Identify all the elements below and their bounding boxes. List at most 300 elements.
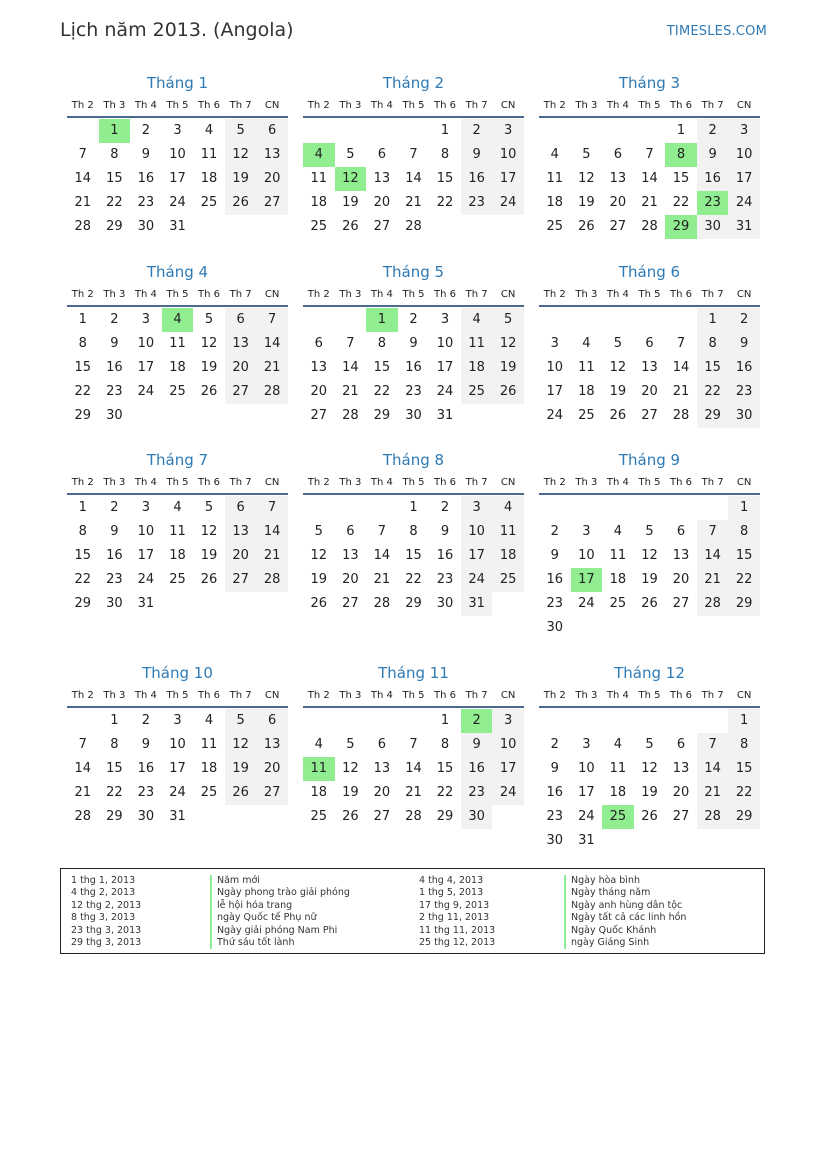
day-cell: 31 [169, 809, 186, 824]
day-cell: 12 [641, 548, 658, 563]
weekday-header [67, 283, 288, 305]
empty-day-cell [303, 308, 335, 332]
empty-day-cell [697, 709, 729, 733]
empty-day-cell [539, 496, 571, 520]
month-calendar [67, 449, 288, 616]
day-cell: 5 [582, 147, 591, 162]
weekday-label: Th 4 [134, 288, 157, 300]
weekday-label: Th 3 [103, 476, 126, 488]
weekday-label: Th 3 [575, 689, 598, 701]
day-cell: 21 [697, 781, 729, 805]
day-cell: 3 [173, 713, 182, 728]
day-cell: 11 [546, 171, 564, 186]
weekday-header [539, 94, 760, 116]
day-cell: 24 [578, 809, 595, 824]
day-cell: 21 [256, 356, 288, 380]
day-cell: 12 [200, 524, 218, 539]
day-cell: 5 [613, 336, 623, 351]
weekday-label: Th 5 [402, 476, 425, 488]
day-cell: 1 [110, 713, 119, 728]
day-cell: 5 [314, 524, 323, 539]
week-row [539, 709, 760, 733]
week-row [539, 308, 760, 332]
day-cell: 17 [169, 761, 186, 776]
day-cell: 5 [204, 312, 214, 327]
day-cell: 27 [641, 408, 658, 423]
month-title: Tháng 8 [382, 451, 445, 469]
day-cell: 2 [440, 500, 450, 515]
holiday-day-cell: 25 [602, 805, 634, 829]
week-row [539, 592, 760, 616]
empty-day-cell [602, 709, 634, 733]
day-cell: 22 [436, 785, 454, 800]
day-cell: 14 [697, 757, 729, 781]
week-row [67, 332, 288, 356]
day-cell: 16 [137, 171, 155, 186]
day-cell: 9 [110, 524, 119, 539]
day-cell: 26 [641, 596, 658, 611]
month-title: Tháng 6 [618, 263, 681, 281]
week-row [303, 380, 524, 404]
day-cell: 15 [106, 761, 123, 776]
day-cell: 8 [110, 737, 119, 752]
holiday-day-cell: 2 [461, 709, 493, 733]
day-cell: 25 [492, 568, 524, 592]
empty-day-cell [539, 709, 571, 733]
day-cell: 17 [492, 757, 524, 781]
header-rule [303, 116, 524, 118]
day-cell: 26 [310, 596, 328, 611]
day-cell: 25 [200, 195, 218, 210]
day-cell: 4 [204, 713, 214, 728]
day-cell: 4 [204, 123, 214, 138]
day-cell: 1 [78, 500, 87, 515]
day-cell: 19 [641, 785, 658, 800]
day-cell: 26 [609, 408, 627, 423]
legend-holiday-name: Ngày tất cả các linh hồn [564, 912, 686, 924]
empty-day-cell [256, 215, 288, 239]
day-cell: 6 [225, 496, 257, 520]
day-cell: 24 [169, 195, 186, 210]
day-cell: 5 [645, 737, 654, 752]
day-cell: 21 [74, 195, 92, 210]
empty-day-cell [697, 496, 729, 520]
day-cell: 28 [641, 219, 658, 234]
day-cell: 31 [461, 592, 493, 616]
empty-day-cell [398, 119, 430, 143]
day-cell: 19 [200, 548, 218, 563]
weekday-label: Th 7 [229, 288, 252, 300]
weekday-label: Th 7 [229, 99, 252, 111]
weekday-label: Th 6 [198, 689, 221, 701]
day-cell: 21 [373, 572, 391, 587]
day-cell: 15 [436, 761, 454, 776]
empty-day-cell [256, 404, 288, 428]
day-cell: 9 [461, 733, 493, 757]
weekday-label: Th 7 [465, 99, 488, 111]
day-cell: 6 [225, 308, 257, 332]
empty-day-cell [193, 805, 225, 829]
week-row [303, 757, 524, 781]
day-cell: 9 [728, 332, 760, 356]
legend-holiday-name: Ngày tháng năm [564, 887, 686, 899]
day-cell: 21 [256, 544, 288, 568]
weekday-label: Th 5 [402, 99, 425, 111]
day-cell: 14 [641, 171, 658, 186]
week-row [539, 616, 760, 640]
day-cell: 29 [436, 809, 454, 824]
day-cell: 22 [74, 572, 92, 587]
day-cell: 7 [697, 520, 729, 544]
weekday-label: Th 6 [198, 99, 221, 111]
weekday-label: Th 3 [339, 689, 362, 701]
day-cell: 21 [641, 195, 658, 210]
day-cell: 17 [728, 167, 760, 191]
empty-day-cell [634, 616, 666, 640]
day-cell: 2 [409, 312, 418, 327]
day-cell: 17 [137, 548, 155, 563]
month-calendar [303, 261, 524, 428]
day-cell: 11 [609, 548, 627, 563]
day-cell: 18 [609, 572, 627, 587]
day-cell: 20 [225, 356, 257, 380]
day-cell: 24 [546, 408, 564, 423]
day-cell: 25 [169, 384, 186, 399]
legend-holiday-name: Ngày giải phóng Nam Phi [210, 925, 350, 937]
day-cell: 1 [676, 123, 686, 138]
day-cell: 7 [256, 496, 288, 520]
day-cell: 28 [342, 408, 359, 423]
day-cell: 10 [436, 336, 454, 351]
day-cell: 23 [106, 572, 123, 587]
day-cell: 13 [310, 360, 328, 375]
day-cell: 8 [78, 336, 87, 351]
weekday-label: CN [736, 476, 752, 488]
holiday-day-cell: 4 [303, 143, 335, 167]
day-cell: 28 [256, 380, 288, 404]
day-cell: 31 [436, 408, 454, 423]
empty-day-cell [492, 592, 524, 616]
day-cell: 22 [373, 384, 391, 399]
week-row [67, 781, 288, 805]
weekday-label: Th 6 [434, 689, 457, 701]
month-calendar [539, 72, 760, 239]
day-cell: 21 [405, 785, 422, 800]
week-row [539, 380, 760, 404]
weekday-label: Th 5 [638, 476, 661, 488]
weekday-label: Th 4 [134, 476, 157, 488]
month-calendar [539, 449, 760, 640]
day-cell: 15 [74, 548, 92, 563]
day-cell: 2 [728, 308, 760, 332]
empty-day-cell [162, 404, 194, 428]
day-cell: 17 [546, 384, 564, 399]
day-cell: 18 [169, 548, 186, 563]
week-row [303, 167, 524, 191]
week-row [303, 805, 524, 829]
empty-day-cell [634, 119, 666, 143]
empty-day-cell [571, 308, 603, 332]
day-cell: 25 [310, 809, 328, 824]
week-row [303, 332, 524, 356]
weekday-header [303, 471, 524, 493]
day-cell: 27 [225, 380, 257, 404]
empty-day-cell [602, 308, 634, 332]
weekday-label: CN [264, 99, 280, 111]
week-row [539, 829, 760, 853]
day-cell: 9 [409, 336, 418, 351]
week-row [303, 215, 524, 239]
weekday-label: Th 4 [370, 99, 393, 111]
weekday-label: Th 3 [103, 689, 126, 701]
empty-day-cell [665, 308, 697, 332]
day-cell: 14 [672, 360, 690, 375]
day-cell: 7 [256, 308, 288, 332]
day-cell: 7 [409, 147, 418, 162]
weekday-label: Th 5 [166, 99, 189, 111]
day-cell: 29 [373, 408, 391, 423]
day-cell: 16 [137, 761, 155, 776]
week-row [67, 143, 288, 167]
day-cell: 29 [728, 805, 760, 829]
day-cell: 15 [728, 544, 760, 568]
header-rule [539, 706, 760, 708]
month-calendar [67, 72, 288, 239]
day-cell: 14 [256, 520, 288, 544]
week-row [303, 356, 524, 380]
day-cell: 31 [169, 219, 186, 234]
weekday-header [67, 684, 288, 706]
month-title: Tháng 11 [378, 664, 449, 682]
weekday-label: CN [264, 689, 280, 701]
day-cell: 18 [546, 195, 564, 210]
day-cell: 3 [141, 500, 151, 515]
legend-holiday-name: Thứ sáu tốt lành [210, 937, 350, 949]
day-cell: 25 [609, 596, 627, 611]
day-cell: 15 [74, 360, 92, 375]
day-cell: 26 [200, 384, 218, 399]
day-cell: 30 [546, 833, 564, 848]
weekday-label: CN [264, 476, 280, 488]
weekday-label: Th 6 [434, 476, 457, 488]
holiday-day-cell: 23 [697, 191, 729, 215]
legend-dates-right [419, 875, 495, 949]
empty-day-cell [256, 805, 288, 829]
day-cell: 17 [492, 167, 524, 191]
week-row [303, 143, 524, 167]
day-cell: 28 [697, 592, 729, 616]
empty-day-cell [398, 709, 430, 733]
day-cell: 11 [492, 520, 524, 544]
empty-day-cell [461, 215, 493, 239]
legend-holiday-name: ngày Quốc tế Phụ nữ [210, 912, 350, 924]
day-cell: 3 [440, 312, 450, 327]
holiday-day-cell: 29 [665, 215, 697, 239]
day-cell: 26 [578, 219, 595, 234]
day-cell: 5 [492, 308, 524, 332]
empty-day-cell [461, 404, 493, 428]
day-cell: 22 [672, 195, 690, 210]
holiday-day-cell: 12 [335, 167, 367, 191]
weekday-label: Th 7 [701, 99, 724, 111]
week-row [539, 143, 760, 167]
day-cell: 2 [141, 123, 151, 138]
header-rule [67, 305, 288, 307]
weekday-label: Th 5 [166, 288, 189, 300]
day-cell: 7 [346, 336, 355, 351]
empty-day-cell [602, 119, 634, 143]
day-cell: 29 [74, 596, 92, 611]
day-cell: 23 [405, 384, 422, 399]
day-cell: 26 [225, 191, 257, 215]
header-rule [303, 493, 524, 495]
empty-day-cell [539, 308, 571, 332]
day-cell: 10 [578, 548, 595, 563]
day-cell: 6 [256, 709, 288, 733]
day-cell: 19 [578, 195, 595, 210]
day-cell: 13 [256, 733, 288, 757]
empty-day-cell [571, 709, 603, 733]
day-cell: 30 [137, 219, 155, 234]
day-cell: 24 [137, 572, 155, 587]
weekday-label: Th 2 [307, 288, 330, 300]
day-cell: 13 [256, 143, 288, 167]
weekday-label: Th 4 [606, 689, 629, 701]
legend-holiday-name: Năm mới [210, 875, 350, 887]
day-cell: 21 [405, 195, 422, 210]
header-rule [303, 305, 524, 307]
empty-day-cell [303, 709, 335, 733]
weekday-label: Th 2 [71, 99, 94, 111]
weekday-label: Th 4 [370, 689, 393, 701]
day-cell: 4 [613, 524, 623, 539]
day-cell: 30 [697, 215, 729, 239]
day-cell: 8 [697, 332, 729, 356]
day-cell: 12 [641, 761, 658, 776]
week-row [67, 544, 288, 568]
day-cell: 18 [310, 195, 328, 210]
week-row [539, 404, 760, 428]
empty-day-cell [602, 829, 634, 853]
day-cell: 19 [492, 356, 524, 380]
empty-day-cell [193, 404, 225, 428]
day-cell: 8 [110, 147, 119, 162]
week-row [303, 520, 524, 544]
month-title: Tháng 1 [146, 74, 209, 92]
day-cell: 5 [346, 737, 355, 752]
day-cell: 6 [676, 524, 686, 539]
day-cell: 13 [373, 171, 391, 186]
day-cell: 21 [342, 384, 359, 399]
day-cell: 26 [342, 219, 359, 234]
day-cell: 2 [141, 713, 151, 728]
day-cell: 16 [697, 167, 729, 191]
day-cell: 19 [342, 195, 359, 210]
day-cell: 25 [578, 408, 595, 423]
day-cell: 6 [256, 119, 288, 143]
week-row [67, 805, 288, 829]
day-cell: 22 [74, 384, 92, 399]
empty-day-cell [225, 592, 257, 616]
day-cell: 3 [582, 737, 591, 752]
day-cell: 7 [78, 147, 87, 162]
day-cell: 6 [613, 147, 623, 162]
day-cell: 27 [256, 781, 288, 805]
empty-day-cell [303, 119, 335, 143]
day-cell: 18 [310, 785, 328, 800]
day-cell: 3 [173, 123, 182, 138]
day-cell: 30 [106, 596, 123, 611]
day-cell: 16 [546, 572, 564, 587]
site-link[interactable]: TIMESLES.COM [666, 24, 767, 39]
legend-date: 17 thg 9, 2013 [419, 899, 490, 911]
weekday-label: Th 5 [638, 689, 661, 701]
weekday-label: Th 4 [606, 476, 629, 488]
week-row [303, 404, 524, 428]
day-cell: 20 [310, 384, 328, 399]
day-cell: 29 [728, 592, 760, 616]
day-cell: 8 [728, 520, 760, 544]
day-cell: 21 [74, 785, 92, 800]
holiday-day-cell: 4 [162, 308, 194, 332]
weekday-label: Th 6 [434, 99, 457, 111]
day-cell: 20 [342, 572, 359, 587]
month-calendar [303, 72, 524, 239]
day-cell: 15 [106, 171, 123, 186]
day-cell: 26 [641, 809, 658, 824]
week-row [539, 167, 760, 191]
day-cell: 2 [697, 119, 729, 143]
holiday-legend [60, 868, 765, 954]
day-cell: 17 [169, 171, 186, 186]
day-cell: 30 [106, 408, 123, 423]
empty-day-cell [665, 496, 697, 520]
day-cell: 17 [436, 360, 454, 375]
day-cell: 8 [409, 524, 418, 539]
day-cell: 20 [256, 167, 288, 191]
day-cell: 31 [137, 596, 155, 611]
day-cell: 6 [676, 737, 686, 752]
day-cell: 29 [74, 408, 92, 423]
empty-day-cell [225, 215, 257, 239]
day-cell: 5 [225, 709, 257, 733]
empty-day-cell [335, 308, 367, 332]
day-cell: 6 [377, 147, 387, 162]
day-cell: 24 [436, 384, 454, 399]
day-cell: 12 [342, 761, 359, 776]
day-cell: 13 [609, 171, 627, 186]
day-cell: 15 [697, 356, 729, 380]
week-row [303, 709, 524, 733]
week-row [539, 119, 760, 143]
day-cell: 13 [373, 761, 391, 776]
day-cell: 6 [377, 737, 387, 752]
month-calendar [303, 449, 524, 616]
week-row [539, 781, 760, 805]
day-cell: 24 [492, 781, 524, 805]
day-cell: 25 [546, 219, 564, 234]
day-cell: 16 [405, 360, 422, 375]
day-cell: 5 [346, 147, 355, 162]
day-cell: 1 [728, 709, 760, 733]
day-cell: 2 [110, 312, 119, 327]
weekday-label: CN [736, 99, 752, 111]
empty-day-cell [303, 496, 335, 520]
week-row [303, 119, 524, 143]
weekday-label: Th 4 [134, 689, 157, 701]
day-cell: 4 [613, 737, 623, 752]
weekday-label: Th 4 [606, 99, 629, 111]
